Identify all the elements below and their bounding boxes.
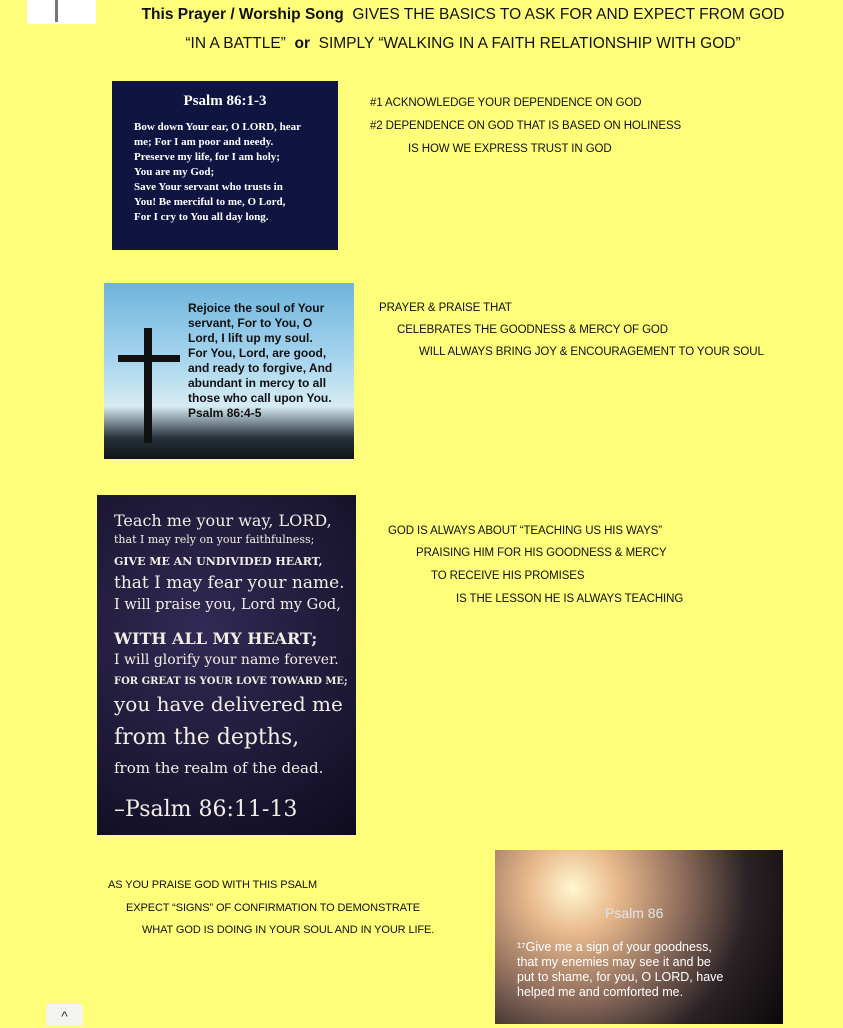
image-line: GIVE ME AN UNDIVIDED HEART, bbox=[114, 555, 323, 568]
section3-line: IS THE LESSON HE IS ALWAYS TEACHING bbox=[456, 593, 684, 605]
section1-line: #1 ACKNOWLEDGE YOUR DEPENDENCE ON GOD bbox=[370, 97, 642, 109]
section4-line: WHAT GOD IS DOING IN YOUR SOUL AND IN YOUR LIFE. bbox=[142, 924, 435, 936]
image-text: Rejoice the soul of Your servant, For to You, O Lord, I lift up my soul. For You, Lord, are good, and ready to forgive, And abundant in mercy to all those who call upon You. Psalm 86:4-5 bbox=[188, 301, 333, 420]
header-line-2 bbox=[0, 35, 843, 53]
image-line: I will glorify your name forever. bbox=[114, 652, 339, 668]
section2-line: PRAYER & PRAISE THAT bbox=[379, 302, 512, 314]
image-line: that I may rely on your faithfulness; bbox=[114, 533, 315, 546]
section2-line: CELEBRATES THE GOODNESS & MERCY OF GOD bbox=[397, 324, 668, 336]
image-text: Bow down Your ear, O LORD, hear me; For I am poor and needy. Preserve my life, for I am holy; You are my God; Save Your servant who trusts in You! Be merciful to me, O Lord, For I cry to You all day long. bbox=[134, 121, 302, 223]
psalm-86-1-3-image bbox=[112, 81, 338, 250]
section3-line: TO RECEIVE HIS PROMISES bbox=[431, 570, 585, 582]
header-rest: GIVES THE BASICS TO ASK FOR AND EXPECT FROM GOD bbox=[352, 6, 785, 23]
psalm-86-11-13-image bbox=[97, 495, 356, 835]
header-bold: This Prayer / Worship Song bbox=[141, 6, 344, 23]
header-battle: “IN A BATTLE” bbox=[185, 35, 286, 52]
cross-icon bbox=[144, 328, 152, 443]
image-line: –Psalm 86:11-13 bbox=[114, 797, 298, 822]
psalm-86-17-sunset-image bbox=[495, 850, 783, 1024]
section2-line: WILL ALWAYS BRING JOY & ENCOURAGEMENT TO YOUR SOUL bbox=[419, 346, 764, 358]
image-line: I will praise you, Lord my God, bbox=[114, 597, 341, 613]
section1-line: IS HOW WE EXPRESS TRUST IN GOD bbox=[408, 143, 612, 155]
image-line: FOR GREAT IS YOUR LOVE TOWARD ME; bbox=[114, 676, 348, 687]
cross-bar bbox=[118, 355, 180, 362]
section3-line: GOD IS ALWAYS ABOUT “TEACHING US HIS WAYS” bbox=[388, 525, 662, 537]
image-title: Psalm 86:1-3 bbox=[183, 93, 267, 109]
header-line-1 bbox=[0, 6, 843, 24]
image-title: Psalm 86 bbox=[605, 905, 664, 921]
section3-line: PRAISING HIM FOR HIS GOODNESS & MERCY bbox=[416, 547, 667, 559]
section4-line: AS YOU PRAISE GOD WITH THIS PSALM bbox=[108, 879, 318, 891]
chevron-up-icon: ^ bbox=[61, 1008, 68, 1024]
image-text: ¹⁷Give me a sign of your goodness, that my enemies may see it and be put to shame, for you, O LORD, have helped me and comforted me. bbox=[517, 940, 724, 999]
section1-line: #2 DEPENDENCE ON GOD THAT IS BASED ON HOLINESS bbox=[370, 120, 682, 132]
psalm-86-4-5-cross-image bbox=[104, 283, 354, 459]
image-line: WITH ALL MY HEART; bbox=[114, 629, 318, 648]
header-or: or bbox=[294, 35, 310, 52]
image-line: from the depths, bbox=[114, 725, 300, 750]
image-line: you have delivered me bbox=[114, 692, 343, 716]
scroll-to-top-button[interactable] bbox=[46, 1004, 83, 1026]
image-line: that I may fear your name. bbox=[114, 573, 345, 593]
header-walking: SIMPLY “WALKING IN A FAITH RELATIONSHIP WITH GOD” bbox=[318, 35, 741, 52]
image-line: Teach me your way, LORD, bbox=[114, 511, 332, 530]
section4-line: EXPECT “SIGNS” OF CONFIRMATION TO DEMONSTRATE bbox=[126, 902, 420, 914]
image-line: from the realm of the dead. bbox=[114, 759, 324, 777]
